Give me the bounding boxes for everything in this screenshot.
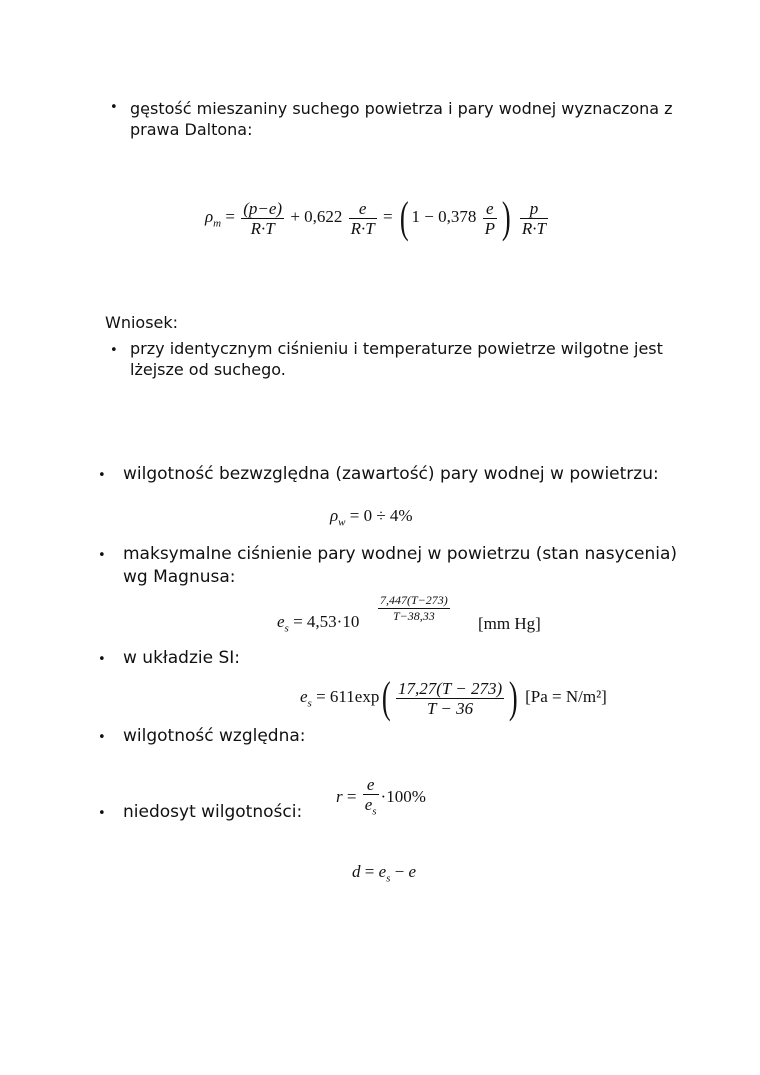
absolute-formula: $\rho_w = 0 \div 4\%$	[330, 506, 413, 529]
frac-e-es: $\frac{e}{e_s}$	[364, 775, 377, 818]
frac-e-rt: $\frac{e}{R\cdot T}$	[350, 198, 375, 238]
conclusion-heading: Wniosek:	[105, 313, 179, 332]
magnus-formula: $e_s = 4,53\cdot 10$	[277, 612, 360, 635]
magnus-line-2: wg Magnusa:	[123, 567, 236, 587]
conclusion-text	[130, 338, 690, 380]
conclusion-line-2: lżejsze od suchego.	[130, 360, 286, 379]
frac-pe-rt: $\frac{(p-e)}{R\cdot T}$	[243, 198, 283, 238]
bullet-absolute: •	[98, 468, 106, 483]
bullet-density: •	[110, 100, 118, 115]
absolute-text: wilgotność bezwzględna (zawartość) pary wodnej w powietrzu:	[123, 464, 659, 484]
density-line-2: prawa Daltona:	[130, 120, 253, 139]
deficit-text: niedosyt wilgotności:	[123, 802, 303, 822]
magnus-line-1: maksymalne ciśnienie pary wodnej w powietrzu (stan nasycenia)	[123, 544, 677, 564]
density-line-1: gęstość mieszaniny suchego powietrza i pary wodnej wyznaczona z	[130, 99, 673, 118]
si-formula: $e_s = 611\exp$( $\frac{17,27(T - 273)}{T - 36}$ ) [Pa = N/m²]	[300, 673, 607, 722]
frac-si: $\frac{17,27(T - 273)}{T - 36}$	[398, 678, 503, 718]
bullet-magnus: •	[98, 548, 106, 563]
frac-p-rt: $\frac{p}{R\cdot T}$	[521, 198, 546, 238]
frac-e-p: $\frac{e}{P}$	[484, 198, 495, 238]
si-text: w układzie SI:	[123, 648, 241, 668]
bullet-deficit: •	[98, 806, 106, 821]
magnus-unit: [mm Hg]	[478, 614, 541, 633]
bullet-relative: •	[98, 730, 106, 745]
relative-text: wilgotność względna:	[123, 726, 306, 746]
magnus-exponent: 7,447(T−273) T−38,33	[380, 593, 448, 623]
density-formula: $\rho_m$ = $\frac{(p-e)}{R\cdot T}$ + 0,622 $\frac{e}{R\cdot T}$ = ( 1 − 0,378 $\frac{e}{P}$ ) $\frac{p}{R\cdot T}$	[205, 193, 546, 242]
magnus-text	[123, 543, 683, 589]
density-text	[130, 98, 690, 140]
bullet-conclusion: •	[110, 343, 118, 358]
relative-formula: r = $\frac{e}{e_s}$ ·100%	[336, 775, 426, 821]
conclusion-line-1: przy identycznym ciśnieniu i temperaturze powietrze wilgotne jest	[130, 339, 663, 358]
bullet-si: •	[98, 652, 106, 667]
deficit-formula: $d = e_s - e$	[352, 862, 417, 885]
